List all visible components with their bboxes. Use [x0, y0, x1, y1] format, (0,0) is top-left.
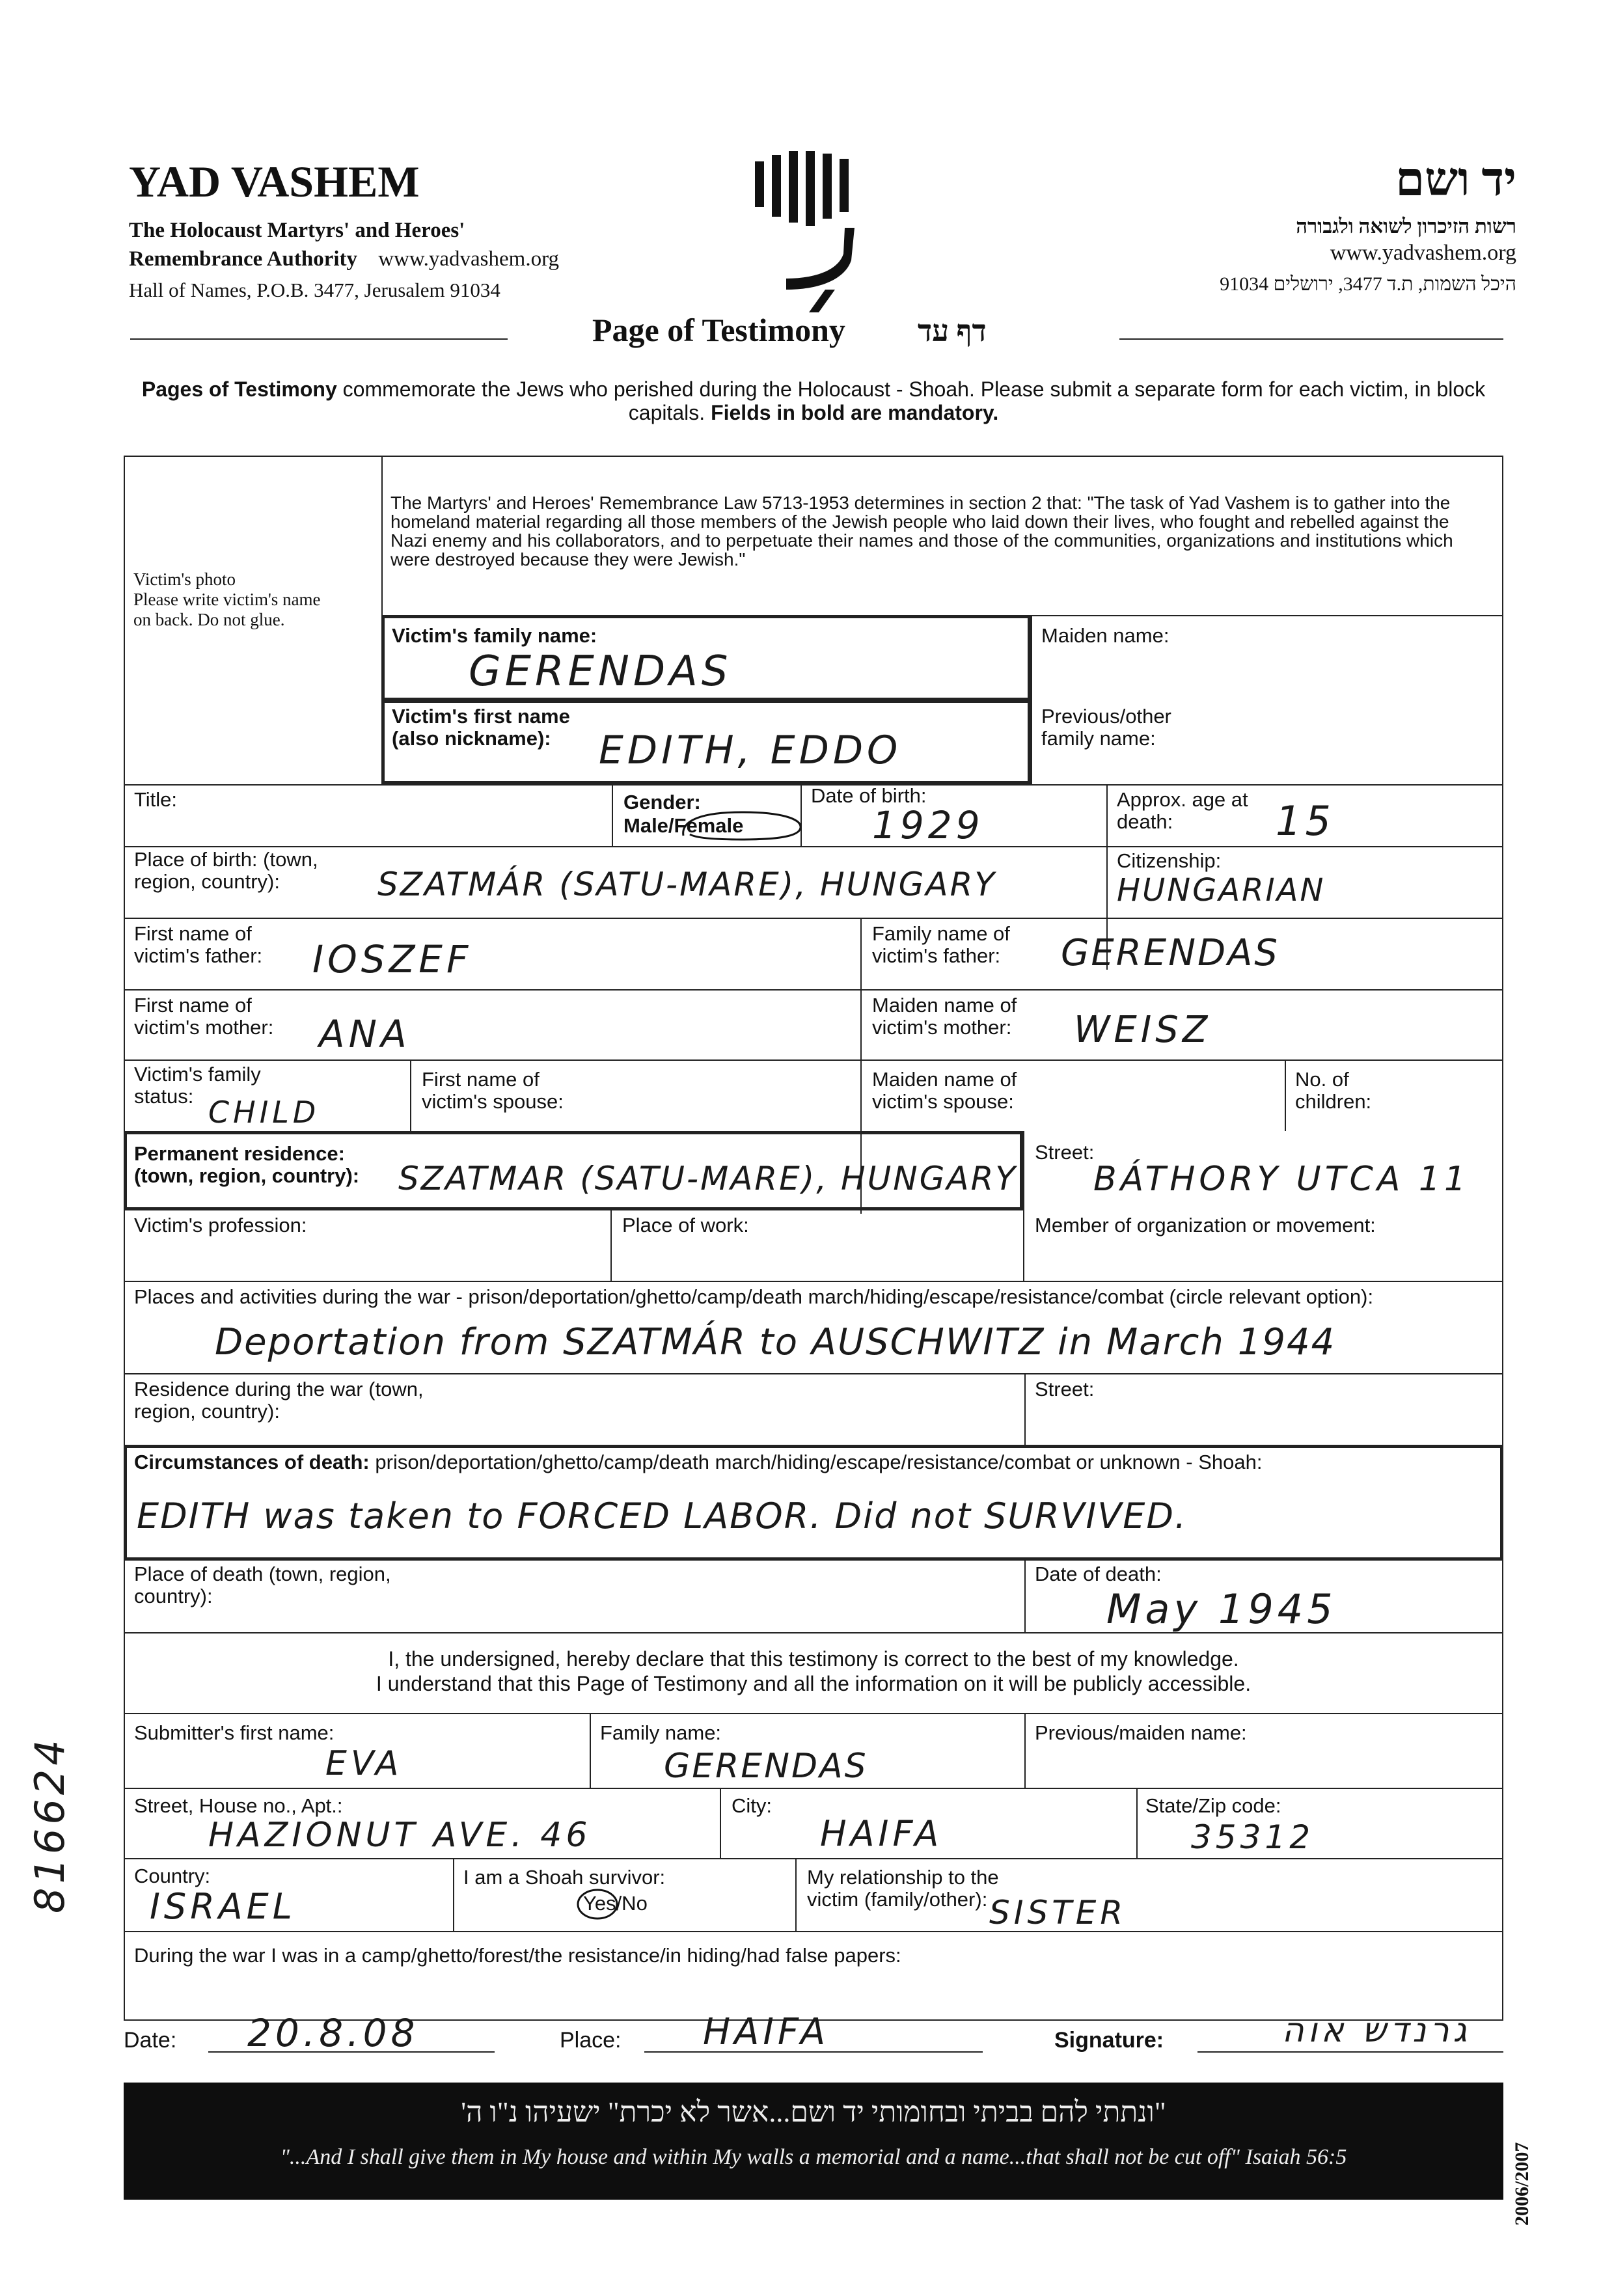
pob-value[interactable]: SZATMÁR (SATU-MARE), HUNGARY — [377, 866, 996, 903]
org-line1-hebrew: רשות הזיכרון לשואה ולגבורה — [1296, 215, 1516, 238]
father-first-label: First name of victim's father: — [134, 922, 263, 967]
survivor-options[interactable]: Yes/No — [583, 1892, 648, 1915]
intro-bold-start: Pages of Testimony — [141, 377, 337, 401]
submitter-street-label: Street, House no., Apt.: — [134, 1794, 343, 1817]
form-title: Page of Testimony — [592, 312, 845, 348]
signature-value[interactable]: גרנדש אוה — [1281, 2011, 1471, 2050]
header-rule-right — [1119, 338, 1503, 340]
place-death-label: Place of death (town, region, country): — [134, 1563, 391, 1607]
signature-label: Signature: — [1054, 2028, 1164, 2053]
rule — [410, 1059, 411, 1131]
relationship-label: My relationship to the victim (family/other): — [807, 1866, 999, 1911]
place-value[interactable]: HAIFA — [703, 2011, 830, 2053]
submitter-prev-label: Previous/maiden name: — [1035, 1721, 1247, 1744]
submitter-war-label: During the war I was in a camp/ghetto/forest/the resistance/in hiding/had false papers: — [134, 1944, 901, 1967]
submitter-zip-label: State/Zip code: — [1145, 1794, 1281, 1817]
photo-line2: Please write victim's name — [133, 590, 321, 609]
rule — [124, 1632, 1503, 1633]
dob-value[interactable]: 1929 — [872, 803, 984, 847]
age-label: Approx. age at death: — [1117, 788, 1248, 833]
survivor-label: I am a Shoah survivor: — [463, 1866, 666, 1889]
submitter-street-value[interactable]: HAZIONUT AVE. 46 — [208, 1816, 592, 1855]
rule — [124, 846, 1503, 847]
declaration-line2: I understand that this Page of Testimony and all the information on it will be publicly accessible. — [376, 1672, 1252, 1695]
submitter-country-label: Country: — [134, 1865, 211, 1887]
side-number: 816624 — [26, 1736, 74, 1913]
family-status-value[interactable]: CHILD — [208, 1095, 320, 1130]
citizenship-label: Citizenship: — [1117, 849, 1222, 872]
rule — [1024, 1713, 1026, 1788]
submitter-family-value[interactable]: GERENDAS — [664, 1747, 868, 1786]
citizenship-value[interactable]: HUNGARIAN — [1117, 872, 1326, 909]
banner-english: "...And I shall give them in My house and within My walls a memorial and a name...that shall not be cut off" Isaiah 56:5 — [280, 2145, 1347, 2169]
rule — [1136, 1788, 1138, 1858]
org-address: Hall of Names, P.O.B. 3477, Jerusalem 91034 — [129, 279, 500, 301]
family-name-value[interactable]: GERENDAS — [469, 648, 732, 696]
intro-bold-end: Fields in bold are mandatory. — [711, 401, 999, 424]
title-label: Title: — [134, 788, 178, 811]
org-line2: Remembrance Authority — [129, 247, 358, 271]
rule — [124, 989, 1503, 991]
rule — [1285, 1059, 1286, 1131]
street-value[interactable]: BÁTHORY UTCA 11 — [1093, 1160, 1470, 1199]
submitter-city-label: City: — [732, 1794, 772, 1817]
header-rule-left — [130, 338, 508, 340]
declaration-line1: I, the undersigned, hereby declare that this testimony is correct to the best of my knowledge. — [388, 1647, 1239, 1671]
circumstances-options: prison/deportation/ghetto/camp/death march/hiding/escape/resistance/combat or unknown - Shoah: — [369, 1451, 1263, 1473]
intro-body: commemorate the Jews who perished during the Holocaust - Shoah. Please submit a separate form for each victim, in block capitals. — [336, 377, 1486, 424]
rule — [1024, 1561, 1026, 1632]
rule — [124, 1713, 1503, 1714]
mother-first-value[interactable]: ANA — [319, 1012, 411, 1056]
residence-label: Permanent residence: (town, region, country): — [134, 1142, 360, 1187]
war-residence-label: Residence during the war (town, region, country): — [134, 1378, 424, 1423]
age-value[interactable]: 15 — [1276, 797, 1335, 845]
rule — [795, 1858, 797, 1931]
intro-text — [124, 377, 1503, 424]
rule — [590, 1713, 591, 1788]
circumstances-label-wrap — [134, 1451, 1494, 1473]
workplace-label: Place of work: — [622, 1214, 749, 1237]
submitter-first-label: Submitter's first name: — [134, 1721, 335, 1744]
previous-name-label: Previous/other family name: — [1041, 705, 1171, 750]
mother-maiden-value[interactable]: WEISZ — [1074, 1009, 1212, 1051]
children-label: No. of children: — [1295, 1068, 1372, 1113]
gender-label: Gender: — [623, 791, 701, 813]
photo-box-text — [133, 569, 374, 630]
yad-vashem-logo-icon — [747, 150, 884, 312]
org-name: YAD VASHEM — [129, 157, 420, 206]
street-label: Street: — [1035, 1141, 1095, 1164]
spouse-first-label: First name of victim's spouse: — [422, 1068, 564, 1113]
photo-line1: Victim's photo — [133, 569, 236, 589]
org-name-hebrew: יד ושם — [1395, 154, 1516, 206]
rule — [800, 784, 802, 846]
rule — [453, 1858, 454, 1931]
submitter-city-value[interactable]: HAIFA — [820, 1813, 943, 1854]
spouse-maiden-label: Maiden name of victim's spouse: — [872, 1068, 1017, 1113]
gender-circle-mark — [677, 808, 807, 842]
father-first-value[interactable]: IOSZEF — [312, 937, 472, 981]
rule — [1024, 1373, 1026, 1445]
date-value[interactable]: 20.8.08 — [247, 2011, 419, 2055]
rule — [124, 1281, 1503, 1282]
rule — [1031, 615, 1032, 784]
war-places-label: Places and activities during the war - prison/deportation/ghetto/camp/death march/hiding/escape/resistance/combat (circle relevant option): — [134, 1285, 1374, 1308]
rule — [1023, 1131, 1024, 1281]
law-text: The Martyrs' and Heroes' Remembrance Law 5713-1953 determines in section 2 that: "The task of Yad Vashem is to gather into the homeland material regarding all those members of the Jewish people who laid down their lives, who fought and rebelled against the Nazi enemy and his collaborators, and to perpetuate their names and those of the communities, organizations and institutions which were destroyed because they were Jewish." — [390, 493, 1453, 569]
banner-hebrew: "ונתתי להם בביתי ובחומותי יד ושם...אשר לא יכרת" ישעיהו נ"ו ה' — [461, 2096, 1166, 2128]
relationship-value[interactable]: SISTER — [989, 1894, 1127, 1932]
org-line1: The Holocaust Martyrs' and Heroes' — [129, 219, 465, 242]
declaration — [124, 1647, 1503, 1696]
gender-options[interactable]: Male/Female — [623, 814, 744, 837]
father-family-label: Family name of victim's father: — [872, 922, 1010, 967]
submitter-country-value[interactable]: ISRAEL — [150, 1886, 296, 1927]
org-url-hebrew: www.yadvashem.org — [1330, 241, 1516, 265]
rule — [124, 1059, 1503, 1061]
circumstances-label: Circumstances of death: — [134, 1451, 370, 1473]
org-line2-wrap — [129, 247, 559, 271]
pob-label: Place of birth: (town, region, country): — [134, 848, 318, 893]
mother-first-label: First name of victim's mother: — [134, 994, 274, 1039]
survivor-circle-mark — [575, 1886, 621, 1922]
war-places-value[interactable]: Deportation from SZATMÁR to AUSCHWITZ in March 1944 — [215, 1321, 1336, 1363]
residence-value[interactable]: SZATMAR (SATU-MARE), HUNGARY — [398, 1160, 1017, 1197]
rule — [124, 1788, 1503, 1789]
profession-label: Victim's profession: — [134, 1214, 307, 1237]
submitter-family-label: Family name: — [600, 1721, 722, 1744]
dob-label: Date of birth: — [811, 784, 927, 807]
first-name-value[interactable]: EDITH, EDDO — [599, 728, 902, 773]
war-street-label: Street: — [1035, 1378, 1095, 1401]
rule — [612, 784, 613, 846]
place-label: Place: — [560, 2028, 622, 2053]
rule — [124, 918, 1503, 919]
maiden-name-label: Maiden name: — [1041, 624, 1169, 647]
date-label: Date: — [124, 2028, 177, 2053]
rule — [610, 1210, 612, 1281]
circumstances-value[interactable]: EDITH was taken to FORCED LABOR. Did not SURVIVED. — [137, 1496, 1188, 1537]
rule — [720, 1788, 721, 1858]
rule — [124, 1373, 1503, 1374]
father-family-value[interactable]: GERENDAS — [1061, 932, 1279, 974]
rule — [124, 1931, 1503, 1932]
family-name-label: Victim's family name: — [392, 624, 597, 647]
date-death-label: Date of death: — [1035, 1563, 1162, 1585]
rule — [124, 1858, 1503, 1859]
form-code: 2006/2007 — [1511, 2142, 1533, 2226]
org-address-hebrew: היכל השמות, ת.ד 3477, ירושלים 91034 — [1220, 273, 1516, 295]
photo-line3: on back. Do not glue. — [133, 610, 285, 629]
mother-maiden-label: Maiden name of victim's mother: — [872, 994, 1017, 1039]
form-title-hebrew: דף עד — [918, 314, 987, 348]
family-status-label: Victim's family status: — [134, 1063, 261, 1108]
first-name-label: Victim's first name (also nickname): — [392, 705, 570, 750]
member-label: Member of organization or movement: — [1035, 1214, 1376, 1237]
org-url: www.yadvashem.org — [378, 247, 559, 271]
submitter-zip-value[interactable]: 35312 — [1191, 1818, 1315, 1856]
submitter-first-value[interactable]: EVA — [325, 1744, 403, 1783]
date-death-value[interactable]: May 1945 — [1106, 1585, 1337, 1633]
